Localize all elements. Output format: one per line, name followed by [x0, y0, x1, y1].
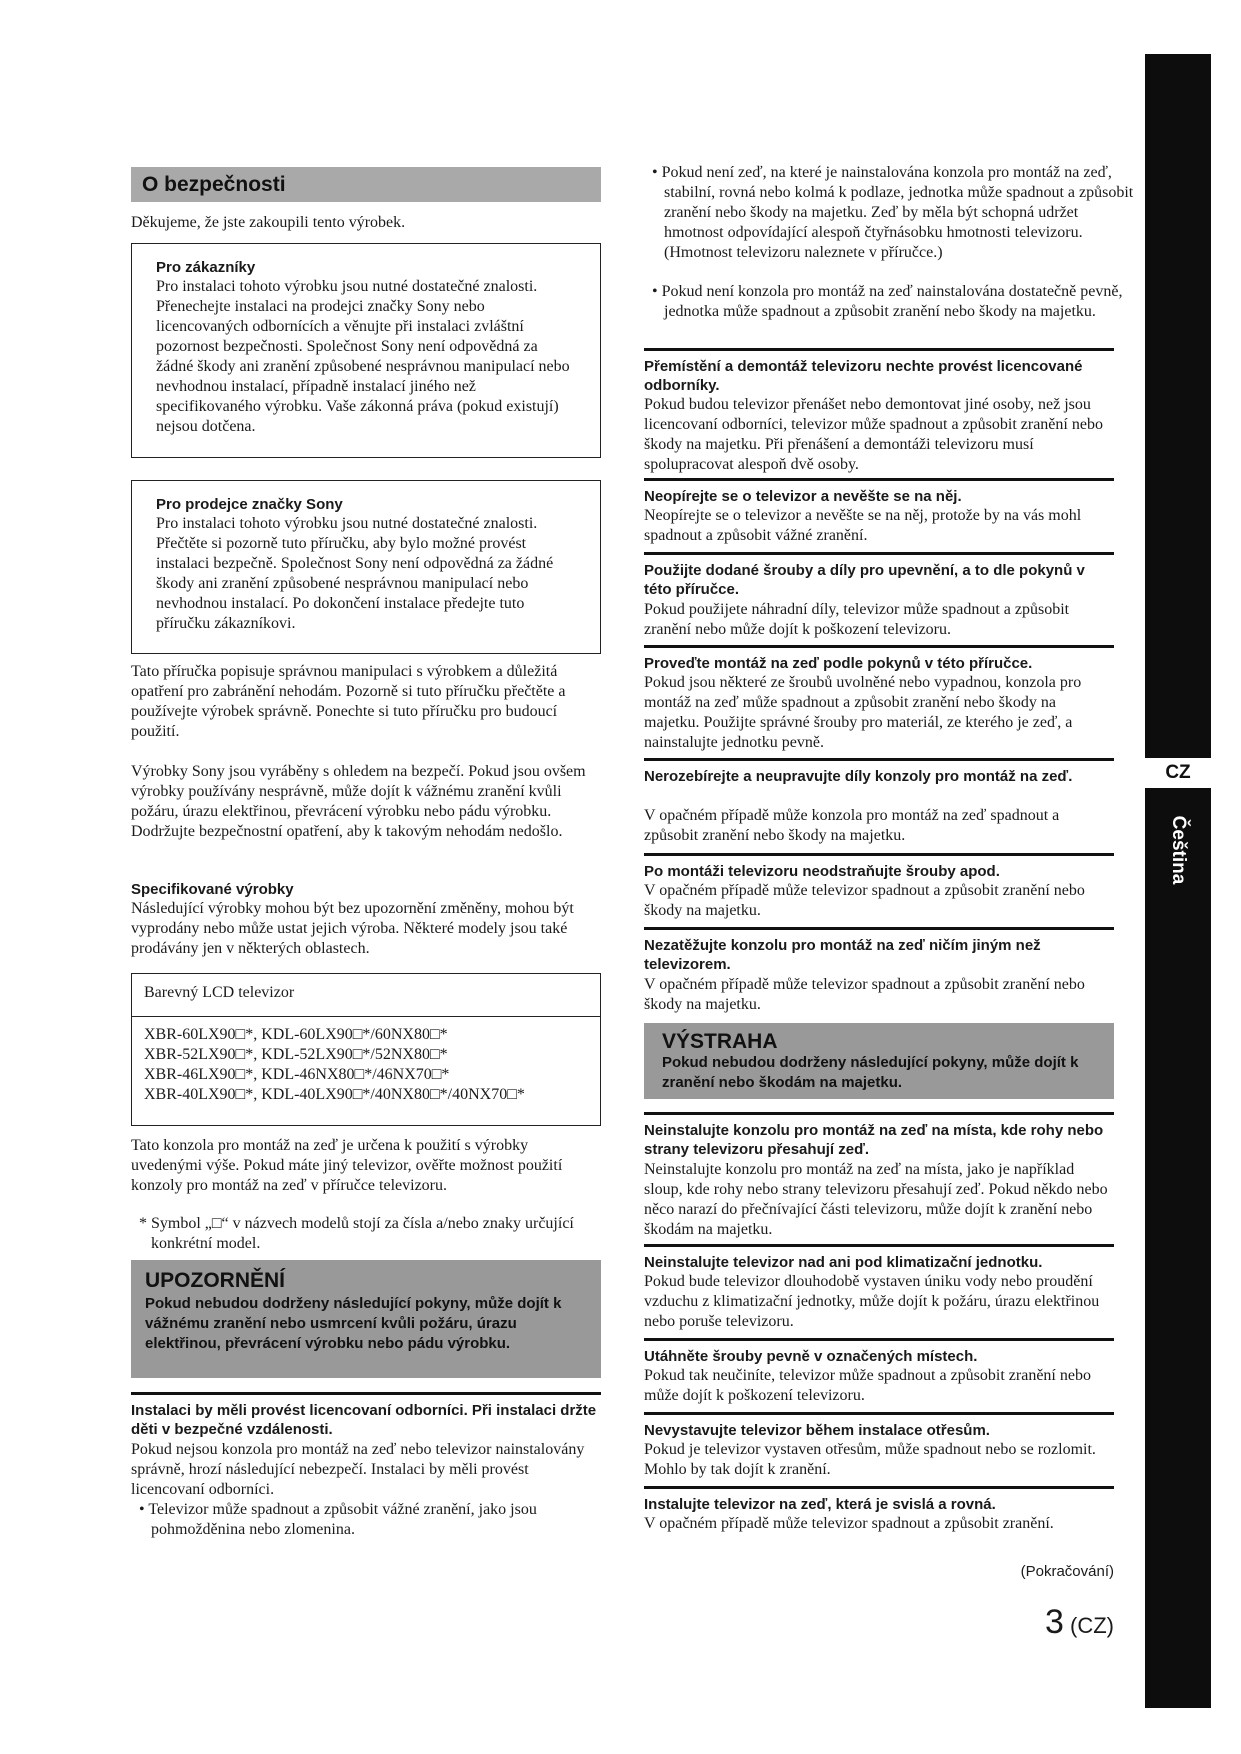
side-language-text: Čeština [1168, 815, 1189, 885]
table-row: XBR-46LX90□*, KDL-46NX80□*/46NX70□* [144, 1066, 450, 1083]
models-table [131, 973, 601, 1126]
right-text-5: V opačném případě může konzola pro montáž na zeď spadnout a způsobit zranění nebo škody na majetku. [644, 807, 1060, 844]
divider [644, 1338, 1114, 1341]
right-heading-7: Nezatěžujte konzolu pro montáž na zeď ničím jiným než televizorem. [644, 937, 1041, 973]
right-heading-1: Přemístění a demontáž televizoru nechte provést licencované odborníky. [644, 358, 1083, 394]
caution-title: UPOZORNĚNÍ [145, 1269, 286, 1292]
divider [644, 1244, 1114, 1247]
right-heading-12: Instalujte televizor na zeď, která je svislá a rovná. [644, 1496, 996, 1513]
divider [644, 1486, 1114, 1489]
right-text-3: Pokud použijete náhradní díly, televizor může spadnout a způsobit zranění nebo může dojít k poškození televizoru. [644, 601, 1070, 638]
divider [644, 1112, 1114, 1115]
paragraph-1: Tato příručka popisuje správnou manipulaci s výrobkem a důležitá opatření pro zabránění nehodám. Pozorně si tuto příručku přečtěte a používejte výrobek správně. Ponechte si tuto příručku pro budoucí použití. [131, 663, 566, 740]
warning-title: VÝSTRAHA [662, 1030, 778, 1053]
customers-heading: Pro zákazníky [156, 259, 256, 276]
right-text-10: Pokud tak neučiníte, televizor může spadnout a způsobit zranění nebo může dojít k poškození televizoru. [644, 1367, 1091, 1404]
dealers-box [131, 480, 601, 654]
right-text-6: V opačném případě může televizor spadnout a způsobit zranění nebo škody na majetku. [644, 882, 1085, 919]
paragraph-2: Výrobky Sony jsou vyráběny s ohledem na bezpečí. Pokud jsou ovšem výrobky používány nesprávně, může dojít k vážnému zranění kvůli požáru, úrazu elektřinou, převrácení výrobku nebo pádu výrobku. Dodržujte bezpečnostní opatření, aby k takovým nehodám nedošlo. [131, 763, 586, 840]
page-number [960, 1602, 1114, 1646]
right-text-7: V opačném případě může televizor spadnout a způsobit zranění nebo škody na majetku. [644, 976, 1085, 1013]
dealers-heading: Pro prodejce značky Sony [156, 496, 343, 513]
left-last-text: Pokud nejsou konzola pro montáž na zeď nebo televizor nainstalovány správně, hrozí následující nebezpečí. Instalaci by měli provést licencovaní odborníci. [131, 1441, 585, 1498]
divider [131, 1392, 601, 1395]
right-heading-8: Neinstalujte konzolu pro montáž na zeď na místa, kde rohy nebo strany televizoru přesahují zeď. [644, 1122, 1104, 1158]
page-number-digit: 3 [1044, 1603, 1064, 1641]
right-text-12: V opačném případě může televizor spadnout a způsobit zranění. [644, 1515, 1054, 1532]
table-row: XBR-60LX90□*, KDL-60LX90□*/60NX80□* [144, 1026, 448, 1043]
table-body [132, 1017, 600, 1105]
right-heading-10: Utáhněte šrouby pevně v označených místech. [644, 1348, 978, 1365]
right-text-2: Neopírejte se o televizor a nevěšte se na něj, protože by na vás mohl spadnout a způsobit vážné zranění. [644, 507, 1082, 544]
divider [644, 645, 1114, 648]
right-text-4: Pokud jsou některé ze šroubů uvolněné nebo vypadnou, konzola pro montáž na zeď může spadnout a způsobit zranění nebo škody na majetku. Použijte správné šrouby pro materiál, ze kterého je zeď, a nainstalujte jednotku pevně. [644, 674, 1082, 751]
spec-text: Následující výrobky mohou být bez upozornění změněny, mohou být vyprodány nebo může ustat jejich výroba. Některé modely jsou také prodávány jen v některých oblastech. [131, 900, 574, 957]
divider [644, 758, 1114, 761]
paragraph-3: Tato konzola pro montáž na zeď je určena k použití s výrobky uvedenými výše. Pokud máte jiný televizor, ověřte možnost použití konzoly pro montáž na zeď v příručce televizoru. [131, 1137, 563, 1194]
divider [644, 1412, 1114, 1415]
left-last-heading: Instalaci by měli provést licencovaní odborníci. Při instalaci držte děti v bezpečné vzdálenosti. [131, 1402, 597, 1438]
warning-box [644, 1023, 1114, 1099]
right-heading-2: Neopírejte se o televizor a nevěšte se na něj. [644, 488, 962, 505]
right-heading-4: Proveďte montáž na zeď podle pokynů v této příručce. [644, 655, 1033, 672]
right-heading-11: Nevystavujte televizor během instalace otřesům. [644, 1422, 990, 1439]
spec-heading: Specifikované výrobky [131, 881, 294, 898]
page-number-suffix: (CZ) [1070, 1613, 1114, 1638]
right-heading-5: Nerozebírejte a neupravujte díly konzoly pro montáž na zeď. [644, 768, 1073, 785]
divider [644, 927, 1114, 930]
footnote: * Symbol „□“ v názvech modelů stojí za čísla a/nebo znaky určující konkrétní model. [139, 1215, 574, 1252]
customers-box [131, 243, 601, 458]
side-language-code: CZ [1145, 758, 1211, 788]
left-last-bullet: • Televizor může spadnout a způsobit vážné zranění, jako jsou pohmožděnina nebo zlomenina. [139, 1501, 537, 1538]
divider [644, 348, 1114, 351]
right-heading-9: Neinstalujte televizor nad ani pod klimatizační jednotku. [644, 1254, 1043, 1271]
table-row: XBR-40LX90□*, KDL-40LX90□*/40NX80□*/40NX70□* [144, 1086, 525, 1103]
table-header: Barevný LCD televizor [132, 974, 600, 1017]
right-bullet-2: • Pokud není konzola pro montáž na zeď nainstalována dostatečně pevně, jednotka může spadnout a způsobit zranění nebo škody na majetku. [652, 283, 1123, 320]
right-text-8: Neinstalujte konzolu pro montáž na zeď na místa, jako je například sloup, kde rohy nebo strany televizoru přesahují zeď. Pokud někdo nebo něco narazí do přečnívající části televizoru, může dojít k zranění nebo škodám na majetku. [644, 1161, 1108, 1238]
right-heading-3: Použijte dodané šrouby a díly pro upevnění, a to dle pokynů v této příručce. [644, 562, 1085, 598]
divider [644, 478, 1114, 481]
customers-text: Pro instalaci tohoto výrobku jsou nutné dostatečné znalosti. Přenechejte instalaci na prodejci značky Sony nebo licencovaných odbornících a věnujte při instalaci zvláštní pozornost bezpečnosti. Společnost Sony není odpovědná za žádné škody ani zranění způsobené nesprávnou manipulací nebo nevhodnou instalací, případně instalací jiného než specifikovaného výrobku. Vaše zákonná práva (pokud existují) nejsou dotčena. [156, 278, 570, 435]
dealers-text: Pro instalaci tohoto výrobku jsou nutné dostatečné znalosti. Přečtěte si pozorně tuto příručku, aby bylo možné provést instalaci bezpečně. Společnost Sony není odpovědná za žádné škody ani zranění způsobené nesprávnou manipulací nebo nevhodnou instalací. Po dokončení instalace předejte tuto příručku zákazníkovi. [156, 515, 554, 632]
side-language-label [1145, 795, 1211, 905]
right-bullet-1: • Pokud není zeď, na které je nainstalována konzola pro montáž na zeď, stabilní, rovná nebo kolmá k podlaze, jednotka může spadnout a způsobit zranění nebo škody na majetku. Zeď by měla být schopná udržet hmotnost odpovídající alespoň čtyřnásobku hmotnosti televizoru. (Hmotnost televizoru naleznete v příručce.) [652, 164, 1134, 261]
right-text-1: Pokud budou televizor přenášet nebo demontovat jiné osoby, než jsou licencovaní odborníci, televizor může spadnout a způsobit zranění nebo škody na majetku. Při přenášení a demontáži televizoru musí spolupracovat alespoň dvě osoby. [644, 396, 1103, 473]
right-heading-6: Po montáži televizoru neodstraňujte šrouby apod. [644, 863, 1000, 880]
right-text-11: Pokud je televizor vystaven otřesům, může spadnout nebo se rozlomit. Mohlo by tak dojít k zranění. [644, 1441, 1096, 1478]
right-text-9: Pokud bude televizor dlouhodobě vystaven úniku vody nebo proudění vzduchu z klimatizační jednotky, může dojít k požáru, úrazu elektřinou nebo poruše televizoru. [644, 1273, 1100, 1330]
caution-text: Pokud nebudou dodrženy následující pokyny, může dojít k vážnému zranění nebo usmrcení kvůli požáru, úrazu elektřinou, převrácení výrobku nebo pádu výrobku. [145, 1295, 562, 1352]
divider [644, 853, 1114, 856]
warning-text: Pokud nebudou dodrženy následující pokyny, může dojít k zranění nebo škodám na majetku. [662, 1054, 1079, 1091]
divider [644, 552, 1114, 555]
section-title: O bezpečnosti [131, 167, 601, 202]
intro-text: Děkujeme, že jste zakoupili tento výrobek. [131, 214, 406, 231]
caution-box [131, 1260, 601, 1378]
continued-label: (Pokračování) [1020, 1563, 1114, 1580]
table-row: XBR-52LX90□*, KDL-52LX90□*/52NX80□* [144, 1046, 448, 1063]
